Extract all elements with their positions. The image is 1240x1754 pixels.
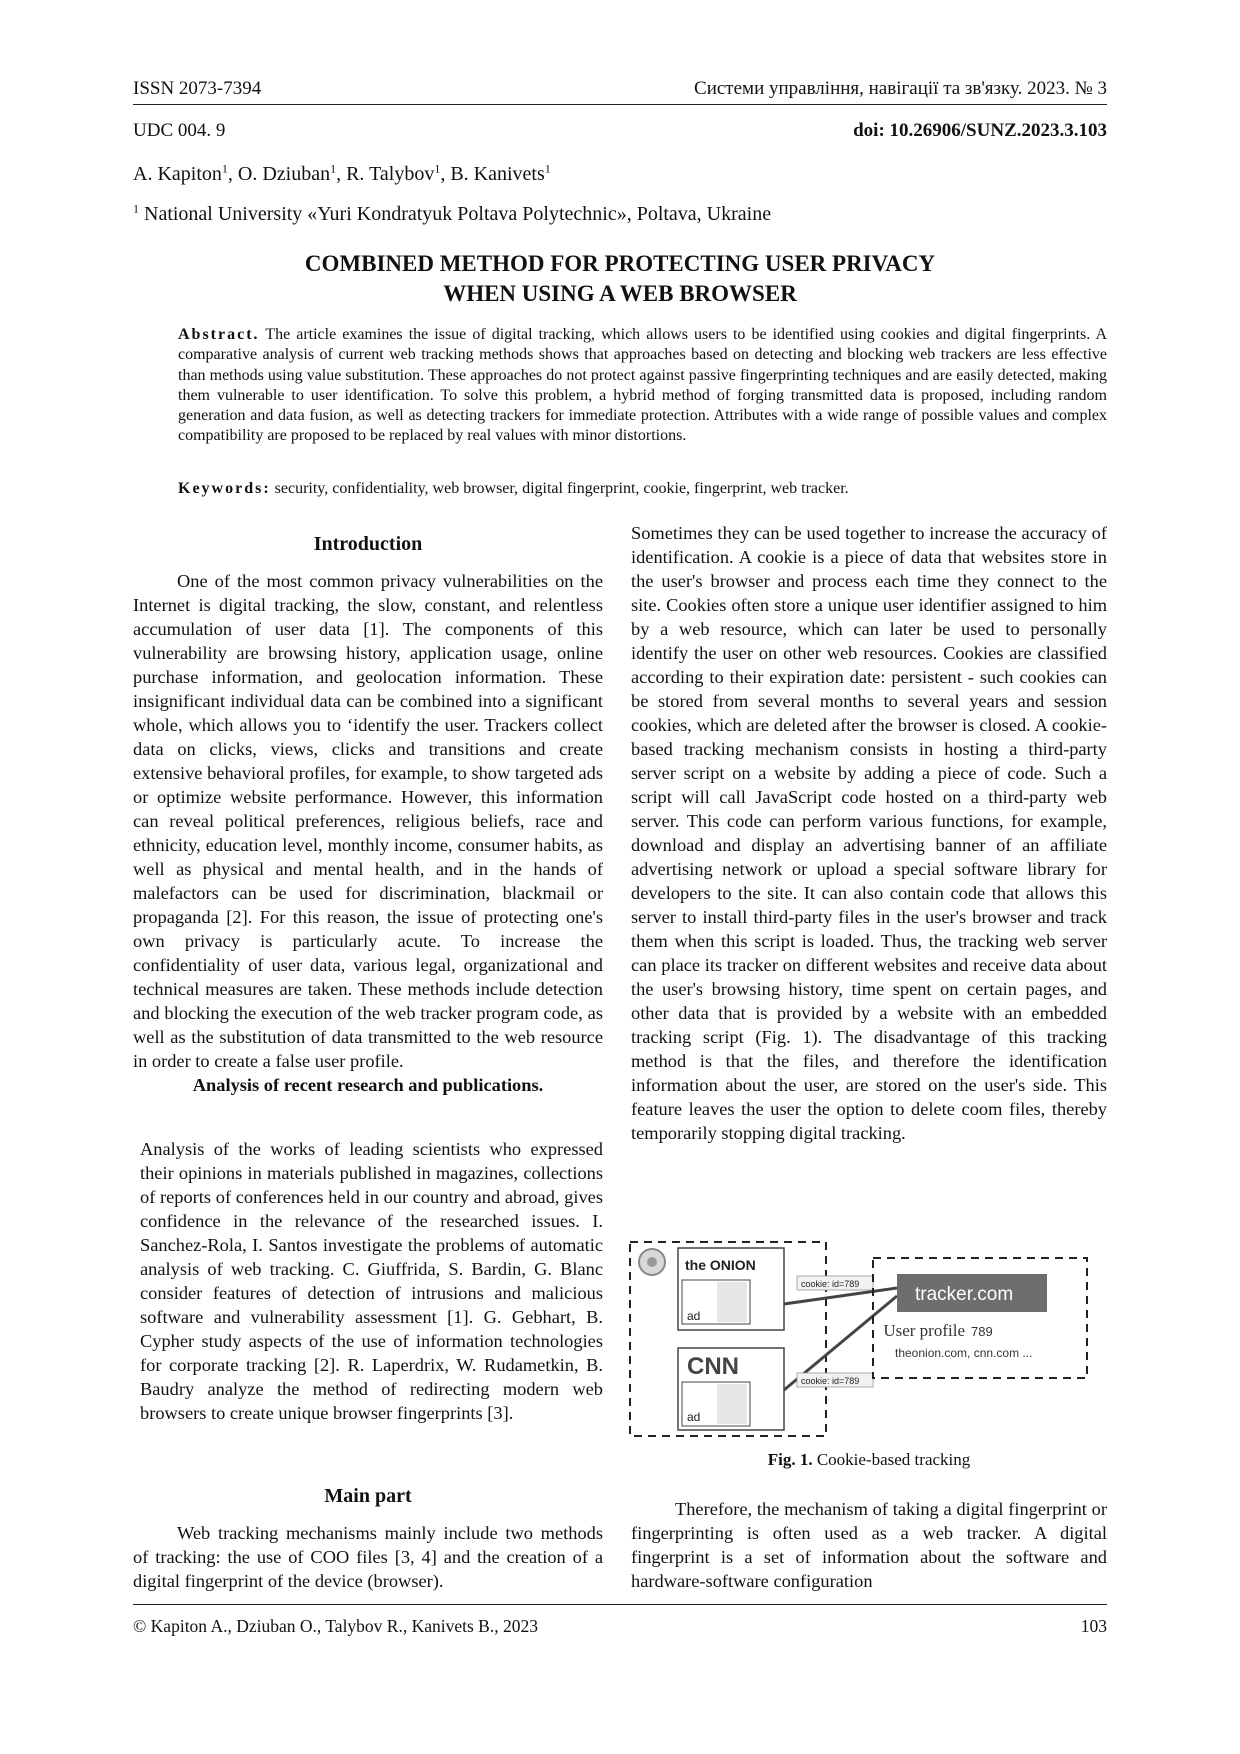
figure-cookie-tracking [625, 1240, 1103, 1440]
profile-sites: theonion.com, cnn.com ... [895, 1346, 1033, 1360]
cookie-label-2: cookie: id=789 [801, 1376, 860, 1386]
keywords-text: security, confidentiality, web browser, digital fingerprint, cookie, fingerprint, web tracker. [270, 480, 849, 497]
fingerprint-paragraph: Therefore, the mechanism of taking a digital fingerprint or fingerprinting is often used as a web tracker. A digital fingerprint is a set of information about the software and hardware-software configuration [631, 1499, 1107, 1591]
browser-icon-center [647, 1257, 657, 1267]
site-cnn-label: CNN [687, 1353, 739, 1380]
shoe-icon-1 [717, 1282, 747, 1322]
header-rule [133, 104, 1107, 105]
affil-mark: 1 [133, 201, 139, 216]
profile-id: 789 [971, 1324, 993, 1339]
cookie-label-1: cookie: id=789 [801, 1279, 860, 1289]
figure-caption [631, 1450, 1107, 1470]
sep: , [440, 163, 451, 185]
right-body [631, 521, 1107, 1145]
title-line-2: WHEN USING A WEB BROWSER [443, 281, 797, 306]
keywords [178, 479, 1107, 499]
right-body-2 [631, 1497, 1107, 1593]
affil-mark: 1 [221, 161, 228, 176]
main-heading: Main part [324, 1485, 412, 1507]
intro-paragraph: One of the most common privacy vulnerabilities on the Internet is digital tracking, the slow, constant, and relentless accumulation of user data [1]. The components of this vulnerability are browsing history, application usage, online purchase information, and geolocation information. These insignificant individual data can be combined into a significant whole, which allows you to ‘identify the user. Trackers collect data on clicks, views, clicks and transitions and create extensive behavioral profiles, for example, to show targeted ads or optimize website performance. However, this information can reveal political preferences, religious beliefs, race and ethnicity, education level, monthly income, consumer habits, as well as physical and mental health, and in the hands of malefactors can be used for discrimination, blackmail or propaganda [2]. For this reason, the issue of protecting one's own privacy is particularly acute. To increase the confidentiality of user data, various legal, organizational and technical measures are taken. These methods include detection and blocking the execution of the web tracker program code, as well as the substitution of data transmitted to the web resource in order to create a false user profile. [133, 571, 603, 1071]
affiliation-text: National University «Yuri Kondratyuk Poltava Polytechnic», Poltava, Ukraine [139, 203, 772, 225]
issn: ISSN 2073-7394 [133, 78, 262, 99]
intro-body [133, 569, 603, 1097]
udc: UDC 004. 9 [133, 120, 226, 141]
main-paragraph: Web tracking mechanisms mainly include two methods of tracking: the use of COO files [3, 4] and the creation of a digital fingerprint of the device (browser). [133, 1523, 603, 1591]
abstract-label: Abstract. [178, 326, 260, 343]
tracker-label: tracker.com [915, 1284, 1014, 1305]
profile-label: User profile [883, 1321, 965, 1340]
doi[interactable]: doi: 10.26906/SUNZ.2023.3.103 [853, 120, 1107, 141]
ad-label-1: ad [687, 1309, 701, 1323]
caption-text: Cookie-based tracking [812, 1450, 971, 1469]
analysis-heading: Analysis of recent research and publications. [192, 1075, 544, 1095]
cookie-paragraph: Sometimes they can be used together to increase the accuracy of identification. A cookie is a piece of data that websites store in the user's browser and process each time they connect to the site. Cookies often store a unique user identifier assigned to him by a web resource, which can later be used to personally identify the user on other web resources. Cookies are classified according to their expiration date: persistent - such cookies can be stored from several months to several years and session cookies, which are deleted after the browser is closed. A cookie-based tracking mechanism consists in hosting a third-party server script on a website by adding a piece of code. Such a script will call JavaScript code hosted on a third-party web server. This code can perform various functions, for example, download and display an advertising banner of an affiliate advertising network or upload a special software library for developers to the site. It can also contain code that allows this server to install third-party files in the user's browser and track them when this script is loaded. Thus, the tracking web server can place its tracker on different websites and receive data about the user's browsing history, time spent on certain pages, and other data that is provided by a website with an embedded tracking script (Fig. 1). The disadvantage of this tracking method is that the files, and therefore the identification information about the user, are stored on the user's side. This feature leaves the user the option to delete coom files, thereby temporarily stopping digital tracking. [631, 523, 1107, 1143]
main-body [133, 1521, 603, 1593]
author-3: R. Talybov [346, 163, 435, 185]
keywords-label: Keywords: [178, 480, 271, 497]
journal-title: Системи управління, навігації та зв'язку. 2023. № 3 [694, 78, 1107, 99]
abstract-text: The article examines the issue of digital tracking, which allows users to be identified using cookies and digital fingerprints. A comparative analysis of current web tracking methods shows that approaches based on detecting and blocking web trackers are less effective than methods using value substitution. These approaches do not protect against passive fingerprinting techniques and are easily detected, making them vulnerable to user identification. To solve this problem, a hybrid method of forging transmitted data is proposed, including random generation and data fusion, as well as detecting trackers for immediate protection. Attributes with a wide range of possible values and complex compatibility are proposed to be replaced by real values with minor distortions. [178, 326, 1107, 445]
caption-label: Fig. 1. [767, 1450, 813, 1469]
paper-title [133, 249, 1107, 309]
author-2: O. Dziuban [237, 163, 331, 185]
ad-label-2: ad [687, 1410, 701, 1424]
sep: , [336, 163, 347, 185]
affil-mark: 1 [330, 161, 337, 176]
sep: , [227, 163, 238, 185]
abstract [178, 325, 1107, 447]
affil-mark: 1 [434, 161, 441, 176]
analysis-body [140, 1137, 603, 1425]
intro-heading: Introduction [313, 533, 423, 555]
affil-mark: 1 [544, 161, 551, 176]
authors [133, 163, 551, 186]
title-line-1: COMBINED METHOD FOR PROTECTING USER PRIVACY [304, 251, 936, 276]
site-onion-label: the ONION [685, 1257, 756, 1273]
affiliation [133, 203, 771, 226]
analysis-paragraph: Analysis of the works of leading scientists who expressed their opinions in materials published in magazines, collections of reports of conferences held in our country and abroad, gives confidence in the relevance of the researched issues. I. Sanchez-Rola, I. Santos investigate the problems of automatic analysis of web tracking. C. Giuffrida, S. Bardin, G. Blanc consider features of detection of intrusions and malicious software and vulnerability assessment [1]. G. Gebhart, B. Cypher study aspects of the use of information technologies for corporate tracking [2]. R. Laperdrix, W. Rudametkin, B. Baudry analyze the method of redirecting modern web browsers to create unique browser fingerprints [3]. [140, 1139, 603, 1423]
author-1: A. Kapiton [133, 163, 222, 185]
footer-rule [133, 1604, 1107, 1605]
author-4: B. Kanivets [450, 163, 545, 185]
track-line-1 [784, 1288, 897, 1304]
copyright: © Kapiton A., Dziuban O., Talybov R., Kanivets B., 2023 [133, 1616, 538, 1636]
page-number: 103 [1080, 1616, 1107, 1636]
shoe-icon-2 [717, 1384, 747, 1424]
